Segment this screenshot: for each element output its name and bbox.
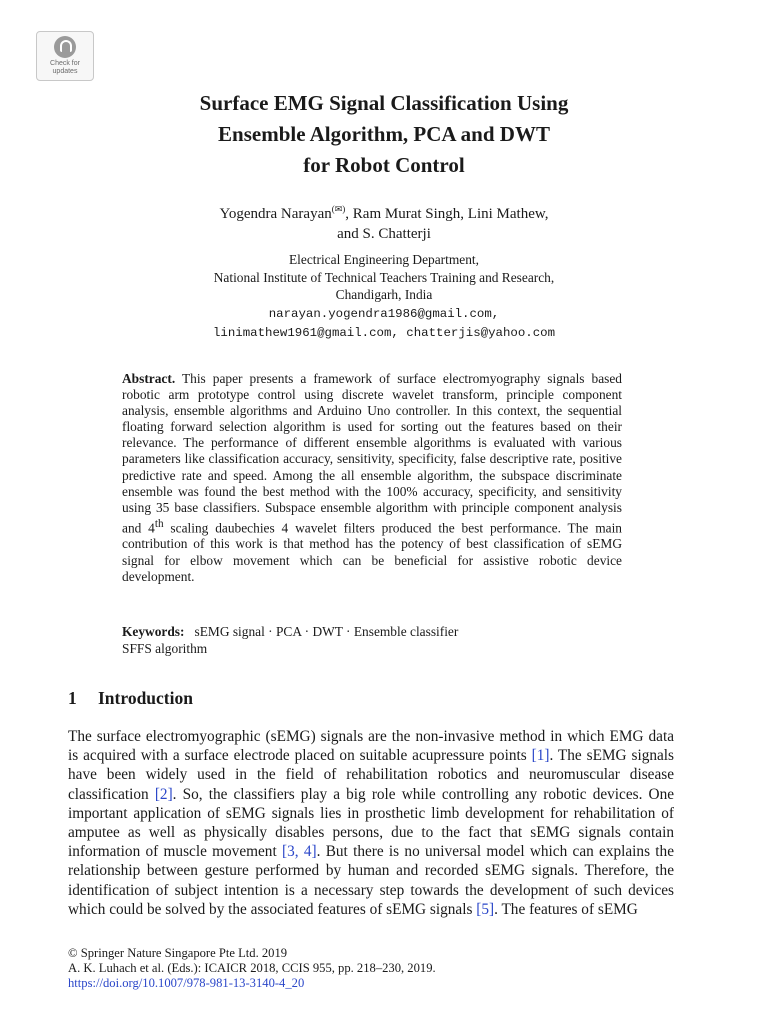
intro-text-4: . But there is no universal model which can explains the relationship between gesture performed by human and recorded sEMG signals. Therefore, the identification of subject intention is a necessary step towards the development of such devices which could be solved by the associated features of sEMG signals xyxy=(68,843,674,918)
abstract-superscript: th xyxy=(154,517,164,530)
intro-text-2: . The sEMG signals have been widely used in the field of rehabilitation robotics and neuromuscular disease classification xyxy=(68,747,674,803)
section-heading xyxy=(68,686,193,710)
keywords-label: Keywords: xyxy=(122,624,185,639)
title-line-3: for Robot Control xyxy=(303,153,465,177)
author-list xyxy=(120,199,648,244)
section-title: Introduction xyxy=(98,688,193,708)
co-authors: , Ram Murat Singh, Lini Mathew, xyxy=(345,206,549,222)
abstract-text-1: This paper presents a framework of surface electromyography signals based robotic arm prototype control using discrete wavelet transform, principle component analysis, ensemble algorithms and Arduino Uno controller. In this context, the sequential floating forward selection algorithm is used for sorting out the features based on their relevance. The performance of different ensemble algorithms is evaluated with various parameters like classification accuracy, sensitivity, specificity, false descriptive rate, positive predictive rate and speed. Among the all ensemble algorithm, the subspace discriminate ensemble was found the best method with the 100% accuracy, specificity, and sensitivity using 35 base classifiers. Subspace ensemble algorithm with principle component analysis and 4 xyxy=(122,371,622,536)
publication-footer xyxy=(68,946,436,992)
badge-label xyxy=(50,60,80,76)
envelope-mark: (✉) xyxy=(331,204,346,214)
bookmark-icon xyxy=(54,36,76,58)
affiliation-line-3: Chandigarh, India xyxy=(335,287,433,302)
citation-link-3[interactable]: [3, 4] xyxy=(282,843,317,861)
title-line-1: Surface EMG Signal Classification Using xyxy=(199,91,569,115)
title-line-2: Ensemble Algorithm, PCA and DWT xyxy=(218,122,550,146)
keywords-line-2: SFFS algorithm xyxy=(122,640,208,656)
citation-link-4[interactable]: [5] xyxy=(476,900,495,918)
affiliation-line-2: National Institute of Technical Teachers Training and Research, xyxy=(213,269,555,285)
intro-text-5: . The features of sEMG xyxy=(494,900,638,918)
abstract xyxy=(122,371,622,585)
citation-link-2[interactable]: [2] xyxy=(154,785,173,803)
keywords xyxy=(122,624,622,657)
co-authors-line-2: and S. Chatterji xyxy=(337,226,431,242)
keywords-line-1: sEMG signal · PCA · DWT · Ensemble classifier xyxy=(194,624,459,639)
email-line-2: linimathew1961@gmail.com, chatterjis@yahoo.com xyxy=(212,326,556,340)
email-line-1: narayan.yogendra1986@gmail.com, xyxy=(268,306,500,321)
abstract-text-2: scaling daubechies 4 wavelet filters produced the best performance. The main contribution of this work is that method has the potency of best classification of sEMG signal for elbow movement which can be beneficial for assistive robotic device development. xyxy=(122,520,622,584)
corresponding-author: Yogendra Narayan xyxy=(219,206,332,222)
intro-text-3: . So, the classifiers play a big role while controlling any robotic devices. One important application of sEMG signals lies in prosthetic limb development for rehabilitation of amputee as well as physically disables persons, due to the fact that sEMG signals contain information of muscle movement xyxy=(68,785,675,861)
citation-link-1[interactable]: [1] xyxy=(531,747,550,765)
citation-info: A. K. Luhach et al. (Eds.): ICAICR 2018, CCIS 955, pp. 218–230, 2019. xyxy=(68,961,436,976)
affiliation-line-1: Electrical Engineering Department, xyxy=(289,252,479,267)
abstract-label: Abstract. xyxy=(122,371,176,386)
affiliation xyxy=(100,251,668,343)
paper-title xyxy=(100,88,668,181)
badge-line-1: Check for xyxy=(50,60,80,67)
section-number: 1 xyxy=(68,688,77,708)
copyright-notice: © Springer Nature Singapore Pte Ltd. 2019 xyxy=(68,946,288,960)
badge-line-2: updates xyxy=(52,68,78,75)
intro-text-1: The surface electromyographic (sEMG) signals are the non-invasive method in which EMG data is acquired with a surface electrode placed on suitable acupressure points xyxy=(68,728,674,765)
check-for-updates-badge[interactable] xyxy=(36,31,94,81)
doi-link[interactable]: https://doi.org/10.1007/978-981-13-3140-4_20 xyxy=(68,976,305,991)
introduction-paragraph xyxy=(68,727,674,919)
